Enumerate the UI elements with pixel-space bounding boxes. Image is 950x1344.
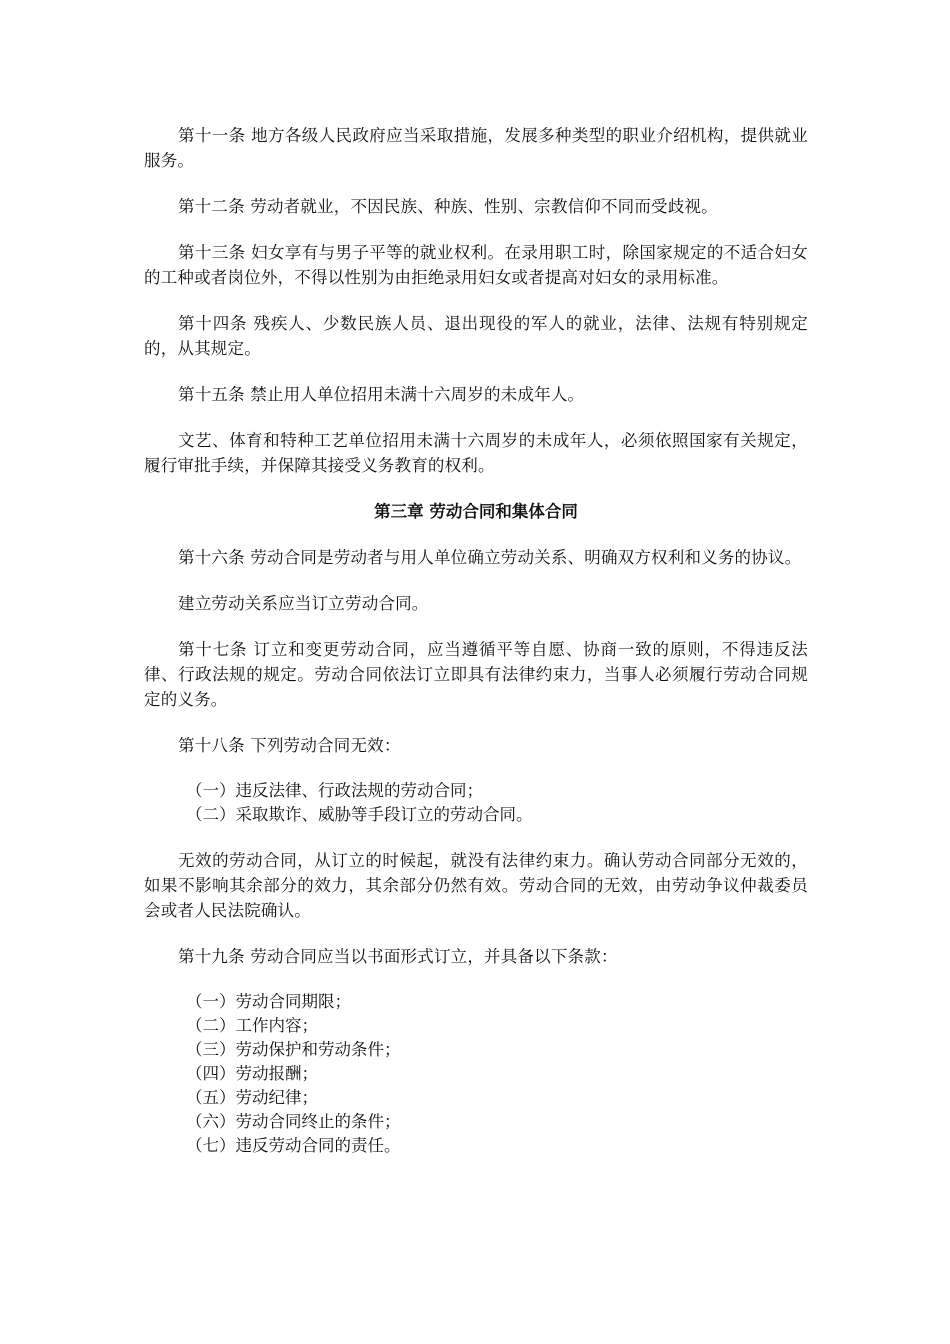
article-16: 第十六条 劳动合同是劳动者与用人单位确立劳动关系、明确双方权利和义务的协议。 (178, 548, 802, 567)
article-18-paragraph-2: 无效的劳动合同，从订立的时候起，就没有法律约束力。确认劳动合同部分无效的，如果不影响其余部分的效力，其余部分仍然有效。劳动合同的无效，由劳动争议仲裁委员会或者人民法院确认。 (144, 851, 808, 920)
article-17: 第十七条 订立和变更劳动合同，应当遵循平等自愿、协商一致的原则，不得违反法律、行政法规的规定。劳动合同依法订立即具有法律约束力，当事人必须履行劳动合同规定的义务。 (144, 640, 808, 709)
article-16-paragraph-2: 建立劳动关系应当订立劳动合同。 (178, 594, 429, 613)
article-19-list (144, 990, 808, 1158)
document-page (144, 123, 808, 1179)
article-18-list (144, 779, 808, 827)
article-19: 第十九条 劳动合同应当以书面形式订立，并具备以下条款： (178, 947, 618, 966)
list-item: （二）采取欺诈、威胁等手段订立的劳动合同。 (186, 805, 533, 824)
article-15: 第十五条 禁止用人单位招用未满十六周岁的未成年人。 (178, 385, 585, 404)
article-14: 第十四条 残疾人、少数民族人员、退出现役的军人的就业，法律、法规有特别规定的，从其规定。 (144, 314, 808, 358)
list-item: （一）劳动合同期限； (186, 992, 351, 1011)
list-item: （五）劳动纪律； (186, 1088, 318, 1107)
list-item: （六）劳动合同终止的条件； (186, 1112, 401, 1131)
article-13: 第十三条 妇女享有与男子平等的就业权利。在录用职工时，除国家规定的不适合妇女的工种或者岗位外，不得以性别为由拒绝录用妇女或者提高对妇女的录用标准。 (144, 243, 808, 287)
chapter-heading: 第三章 劳动合同和集体合同 (374, 502, 578, 521)
article-15-paragraph-2: 文艺、体育和特种工艺单位招用未满十六周岁的未成年人，必须依照国家有关规定，履行审批手续，并保障其接受义务教育的权利。 (144, 431, 808, 475)
list-item: （三）劳动保护和劳动条件； (186, 1040, 401, 1059)
list-item: （二）工作内容； (186, 1016, 318, 1035)
list-item: （七）违反劳动合同的责任。 (186, 1136, 401, 1155)
article-18: 第十八条 下列劳动合同无效： (178, 736, 401, 755)
article-12: 第十二条 劳动者就业，不因民族、种族、性别、宗教信仰不同而受歧视。 (178, 197, 718, 216)
article-11: 第十一条 地方各级人民政府应当采取措施，发展多种类型的职业介绍机构，提供就业服务。 (144, 126, 808, 170)
list-item: （一）违反法律、行政法规的劳动合同； (186, 781, 483, 800)
list-item: （四）劳动报酬； (186, 1064, 318, 1083)
